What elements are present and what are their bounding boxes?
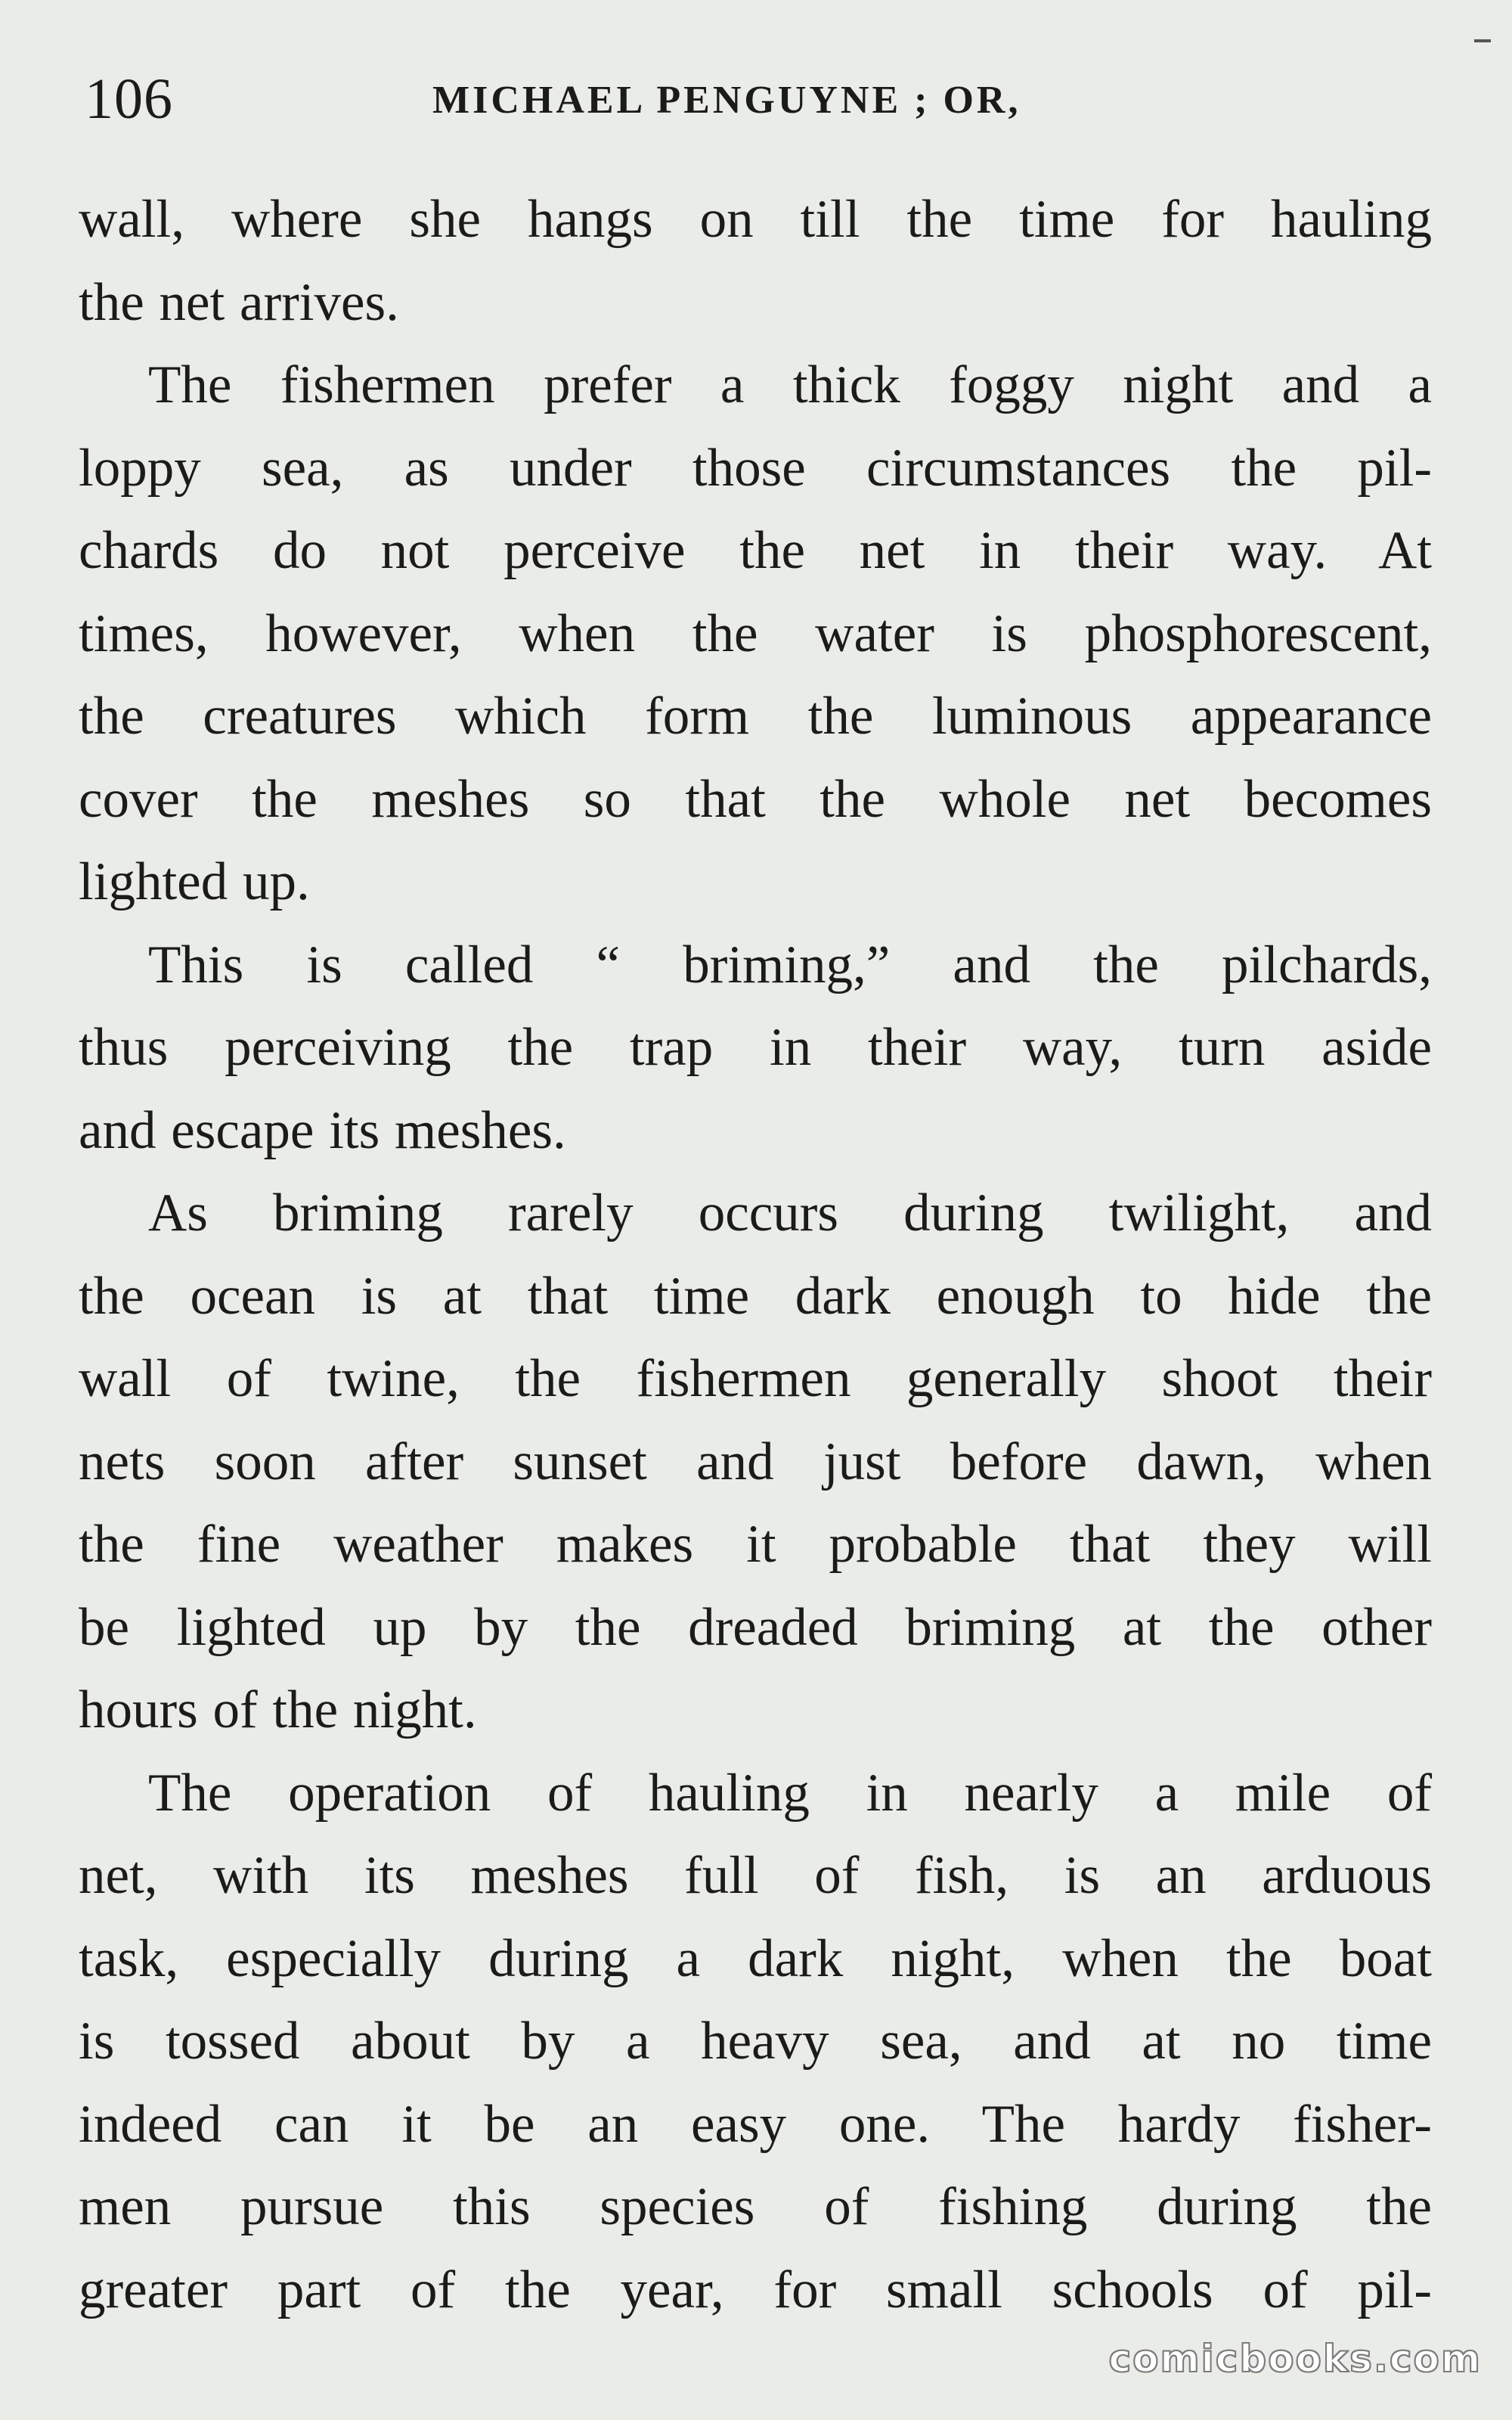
text-line: greater part of the year, for small schools of pil-	[79, 2260, 1432, 2319]
text-line: men pursue this species of fishing during the	[79, 2177, 1432, 2236]
text-line: This is called “ briming,” and the pilchards,	[148, 935, 1432, 994]
text-line: thus perceiving the trap in their way, turn aside	[79, 1018, 1432, 1077]
text-line: nets soon after sunset and just before dawn, when	[79, 1432, 1432, 1491]
text-line: As briming rarely occurs during twilight, and	[148, 1184, 1432, 1243]
corner-mark	[1474, 39, 1491, 42]
text-line: The operation of hauling in nearly a mile of	[148, 1763, 1432, 1823]
watermark-logo: comicbooks.com	[1108, 2337, 1482, 2381]
text-line: and escape its meshes.	[79, 1100, 566, 1160]
page-header	[85, 65, 1430, 133]
text-line: is tossed about by a heavy sea, and at no time	[79, 2012, 1432, 2071]
text-line: the fine weather makes it probable that they will	[79, 1515, 1432, 1574]
text-line: wall of twine, the fishermen generally shoot their	[79, 1349, 1432, 1408]
text-line: times, however, when the water is phosphorescent,	[79, 603, 1432, 663]
running-title: MICHAEL PENGUYNE ; OR,	[432, 79, 1021, 122]
page-number: 106	[85, 67, 173, 131]
text-line: the net arrives.	[79, 272, 399, 332]
paragraph-1	[79, 178, 1432, 344]
paragraph-5	[79, 1752, 1432, 2332]
text-line: cover the meshes so that the whole net becomes	[79, 769, 1432, 829]
paragraph-4	[79, 1172, 1432, 1752]
text-line: the creatures which form the luminous appearance	[79, 687, 1432, 746]
text-line: chards do not perceive the net in their way. At	[79, 521, 1432, 580]
text-line: loppy sea, as under those circumstances the pil-	[79, 438, 1432, 498]
text-line: lighted up.	[79, 852, 310, 911]
text-line: indeed can it be an easy one. The hardy fisher-	[79, 2094, 1432, 2154]
text-line: be lighted up by the dreaded briming at the other	[79, 1597, 1432, 1657]
text-line: the ocean is at that time dark enough to hide the	[79, 1266, 1432, 1326]
text-line: wall, where she hangs on till the time for hauling	[79, 190, 1432, 249]
text-line: net, with its meshes full of fish, is an arduous	[79, 1846, 1432, 1905]
text-line: The fishermen prefer a thick foggy night and a	[148, 355, 1432, 414]
text-line: task, especially during a dark night, when the boat	[79, 1928, 1432, 1988]
body-text	[79, 178, 1432, 2332]
paragraph-3	[79, 924, 1432, 1173]
text-line: hours of the night.	[79, 1680, 477, 1739]
paragraph-2	[79, 344, 1432, 924]
